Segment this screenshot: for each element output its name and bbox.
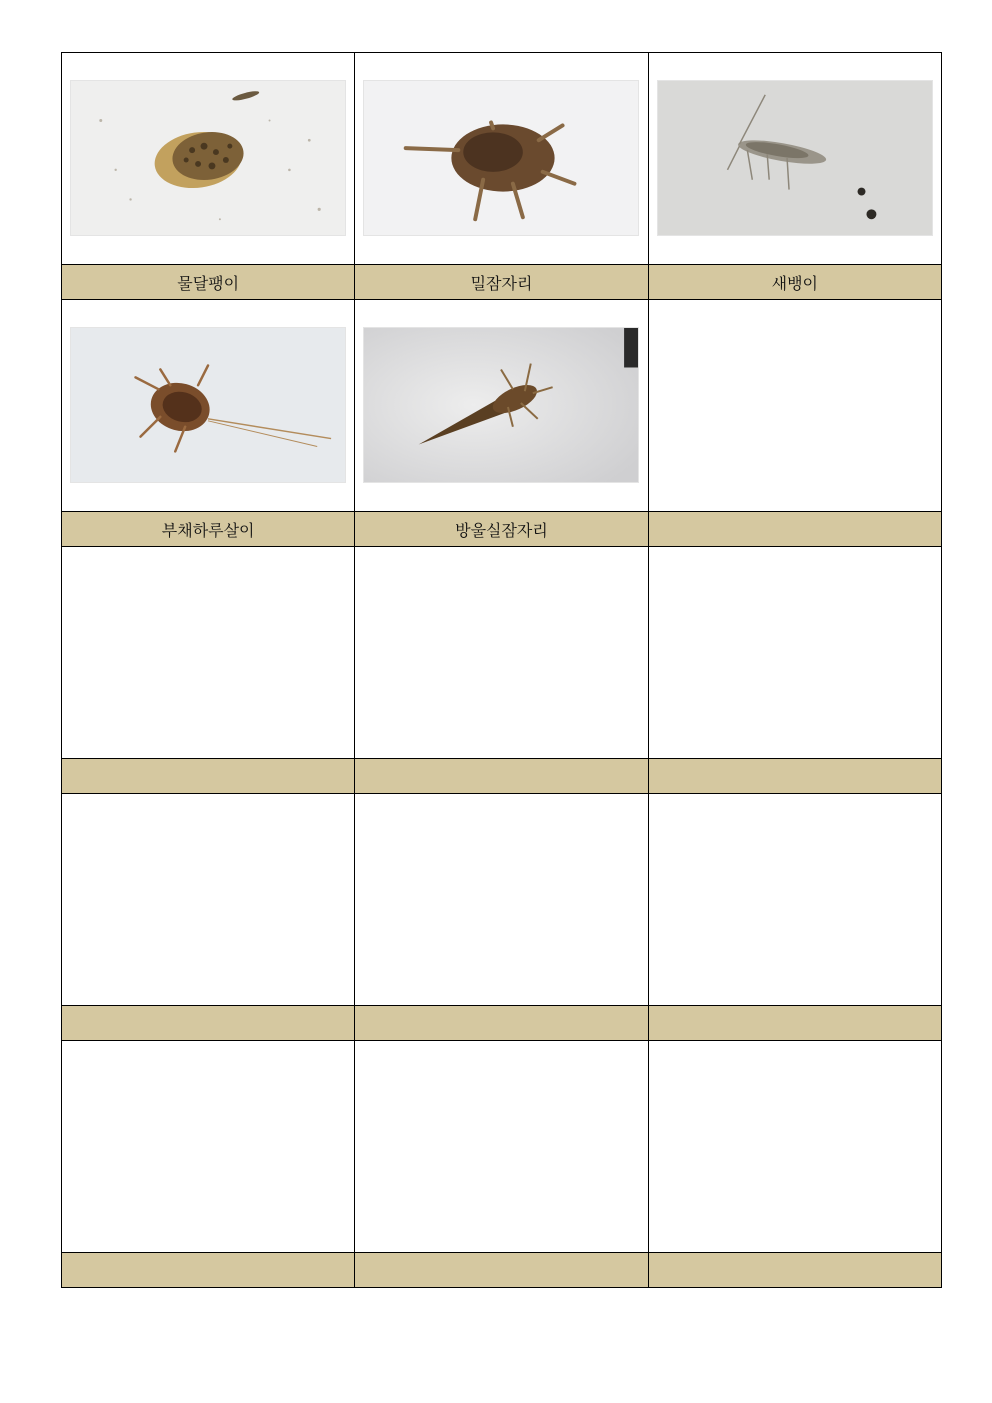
- empty-photo-cell: [649, 547, 942, 759]
- species-label: 새뱅이: [649, 265, 942, 300]
- damselfly-larva-photo: [363, 327, 639, 483]
- dragonfly-larva-photo: [363, 80, 639, 236]
- species-label: 방울실잠자리: [355, 512, 648, 547]
- species-label: 부채하루살이: [62, 512, 355, 547]
- empty-photo-cell: [649, 1041, 942, 1253]
- species-label: [649, 1006, 942, 1041]
- species-label: [62, 759, 355, 794]
- species-label: [62, 1006, 355, 1041]
- pond-snail-photo: [70, 80, 346, 236]
- photo-row-3: [62, 547, 942, 759]
- species-label: [355, 759, 648, 794]
- photo-cell: [355, 53, 648, 265]
- species-label: [649, 512, 942, 547]
- empty-photo-cell: [355, 794, 648, 1006]
- empty-photo-cell: [62, 794, 355, 1006]
- empty-photo-cell: [649, 300, 942, 512]
- label-row-1: [62, 265, 942, 300]
- label-row-5: [62, 1253, 942, 1288]
- photo-row-1: [62, 53, 942, 265]
- species-label: [649, 759, 942, 794]
- empty-photo-cell: [649, 794, 942, 1006]
- empty-photo-cell: [62, 547, 355, 759]
- mayfly-larva-photo: [70, 327, 346, 483]
- empty-photo-cell: [355, 547, 648, 759]
- label-row-4: [62, 1006, 942, 1041]
- photo-cell: [649, 53, 942, 265]
- empty-photo-cell: [355, 1041, 648, 1253]
- photo-cell: [62, 53, 355, 265]
- photo-row-5: [62, 1041, 942, 1253]
- empty-photo-cell: [62, 1041, 355, 1253]
- photo-row-4: [62, 794, 942, 1006]
- species-label: [355, 1253, 648, 1288]
- label-row-2: [62, 512, 942, 547]
- species-label: [355, 1006, 648, 1041]
- species-label: [649, 1253, 942, 1288]
- species-label: 밀잠자리: [355, 265, 648, 300]
- label-row-3: [62, 759, 942, 794]
- freshwater-shrimp-photo: [657, 80, 933, 236]
- photo-cell: [355, 300, 648, 512]
- specimen-table: [61, 52, 942, 1288]
- photo-row-2: [62, 300, 942, 512]
- species-label: [62, 1253, 355, 1288]
- species-label: 물달팽이: [62, 265, 355, 300]
- photo-cell: [62, 300, 355, 512]
